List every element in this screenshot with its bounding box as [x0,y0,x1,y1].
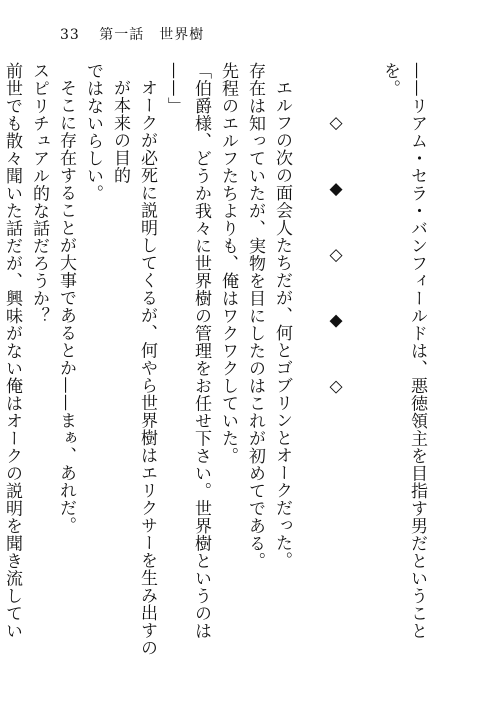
vertical-text-body [0,62,430,662]
text-column: オークが必死に説明してくるが、何やら世界樹はエリクサーを生み出すのが本来の目的 [110,79,157,657]
blank-line [349,62,376,662]
blank-line [295,62,322,662]
section-separator: ◇◆◇◆◇ [326,113,346,443]
text-column: エルフの次の面会人たちだが、何とゴブリンとオークだった。 [272,79,292,569]
chapter-title: 第一話 世界樹 [99,27,205,43]
text-column: 「伯爵様、どうか我々に世界樹の管理をお任せ下さい。世界樹というのは——」 [164,62,211,640]
text-column: スピリチュアル的な話だろうか？ [29,62,49,325]
text-column: 存在は知っていたが、実物を目にしたのはこれが初めてである。 [245,62,265,570]
text-column: 先程のエルフたちよりも、俺はワクワクしていた。 [218,62,238,465]
running-header [60,24,204,44]
page-number: 33 [60,27,80,43]
text-column: そこに存在することが大事であるとか——まぁ、あれだ。 [56,79,76,534]
text-column: ——リアム・セラ・バンフィールドは、悪徳領主を目指す男だということを。 [380,62,427,640]
text-column: ではないらしい。 [83,62,103,202]
text-column: 前世でも散々聞いた話だが、興味がない俺はオークの説明を聞き流してい [2,62,22,640]
